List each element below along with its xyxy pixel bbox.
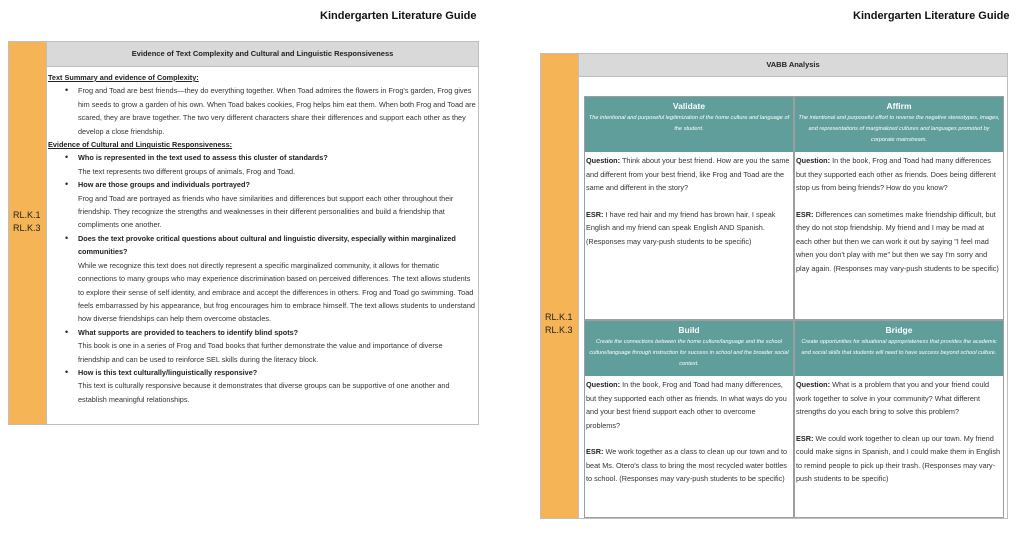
vabb-table-header: VABB Analysis (579, 54, 1007, 77)
cell-question (796, 378, 1001, 419)
answer-text: This book is one in a series of Frog and Toad books that further demonstrate the value and importance of diverse friendship and can be used to reinforce SEL skills during the literacy block. (78, 341, 443, 364)
cell-header (795, 97, 1003, 152)
summary-list (48, 84, 476, 138)
esr-text: We could work together to clean up our town. My friend could make signs in Spanish, and I could make them in English to remind people to pick up their trash. (Responses may vary-push students to be specific) (796, 433, 1001, 483)
esr-label: ESR: (796, 209, 814, 219)
question-text: What is a problem that you and your friend could work together to solve in your community? What different strengths do you each bring to solve this problem? (796, 380, 990, 416)
question-text: In the book, Frog and Toad had many differences but they supported each other as friends. Does being different stop us from being friends? How do you know? (796, 156, 996, 192)
cell-question (586, 154, 791, 195)
question-text: What supports are provided to teachers to identify blind spots? (78, 327, 299, 337)
cell-body (585, 376, 793, 486)
question-text: How are those groups and individuals portrayed? (78, 180, 250, 190)
page-title-right: Kindergarten Literature Guide (853, 10, 1010, 22)
cell-description: Create opportunities for situational appropriateness that provides the academic and social skills that students will need to have success beyond school culture. (801, 339, 997, 356)
cell-description: The intentional and purposeful legitimization of the home culture and language of the student. (588, 115, 790, 132)
cell-body (795, 376, 1003, 486)
cell-body (585, 152, 793, 248)
summary-heading: Text Summary and evidence of Complexity: (48, 73, 199, 82)
esr-text: I have red hair and my friend has brown hair. I speak English and my friend can speak English AND Spanish. (Responses may vary-push students to be specific) (586, 209, 776, 246)
question-text: Does the text provoke critical questions about cultural and linguistic diversity, especially within marginalized communities? (78, 233, 456, 257)
standards-label (13, 209, 41, 235)
evidence-table-header: Evidence of Text Complexity and Cultural and Linguistic Responsiveness (47, 42, 478, 67)
cell-esr (796, 432, 1001, 486)
question-text: Who is represented in the text used to assess this cluster of standards? (78, 153, 328, 163)
question-item (78, 151, 476, 178)
cell-title: Bridge (885, 325, 913, 335)
cell-question (586, 378, 791, 432)
standard-code: RL.K.1 (545, 312, 573, 322)
cell-title: Build (678, 325, 700, 335)
standards-column (541, 54, 579, 518)
vabb-table (540, 53, 1008, 519)
cell-header (585, 321, 793, 376)
standards-column (9, 42, 47, 424)
answer-text: While we recognize this text does not directly represent a specific marginalized community, it allows for thematic connections to many groups who may experience discrimination based on perceived differences. The text allows students to explore their sense of self identity, and embrace and accept the differences in others. Frog and Toad go swimming. Toad feels embarrassed by his appearance, but frog encourages him to embrace himself. The text allows students to understand how diverse friendships can help them overcome obstacles. (78, 260, 475, 324)
page-title-left: Kindergarten Literature Guide (320, 10, 477, 22)
esr-label: ESR: (586, 209, 604, 219)
cell-title: Validate (672, 101, 706, 111)
esr-text: Differences can sometimes make friendship difficult, but they do not stop friendship. My friend and I may be mad at each other but then we can work it out by saying "I feel mad when you don't play with me" but then we say I'm sorry and play again. (Responses may vary-push students to be specific) (796, 209, 999, 273)
vabb-cell-affirm (794, 96, 1004, 320)
question-label: Question: (586, 156, 621, 165)
question-item (78, 326, 476, 366)
answer-text: Frog and Toad are portrayed as friends who have similarities and differences but support each other throughout their friendship. They recognize the strengths and weaknesses in their different personalities and build a friendship that compliments one another. (78, 193, 454, 230)
question-item (78, 178, 476, 232)
standards-label (545, 311, 573, 337)
standard-code: RL.K.3 (545, 325, 573, 335)
esr-label: ESR: (796, 433, 814, 443)
standard-code: RL.K.1 (13, 210, 41, 220)
cell-body (795, 152, 1003, 275)
vabb-cell-bridge (794, 320, 1004, 518)
question-item (78, 232, 476, 326)
question-text: In the book, Frog and Toad had many differences, but they supported each other as friends. In what ways do you and your best friend support each other to overcome problems? (586, 380, 787, 430)
question-text: How is this text culturally/linguistically responsive? (78, 367, 258, 377)
cell-title: Affirm (886, 101, 912, 111)
vabb-cell-build (584, 320, 794, 518)
question-label: Question: (796, 156, 831, 165)
question-item (78, 366, 476, 406)
evidence-content (48, 71, 476, 406)
question-label: Question: (796, 380, 831, 389)
answer-text: This text is culturally responsive because it demonstrates that diverse groups can be supportive of one another and establish meaningful relationships. (78, 381, 450, 404)
responsiveness-heading: Evidence of Cultural and Linguistic Responsiveness: (48, 140, 233, 150)
evidence-table (8, 41, 479, 425)
cell-esr (796, 208, 1001, 276)
standard-code: RL.K.3 (13, 223, 41, 233)
cell-description: The intentional and purposeful effort to reverse the negative stereotypes, images, and representations of marginalized cultures and languages promoted by corporate mainstream. (798, 115, 1000, 143)
esr-text: We work together as a class to clean up our town and to beat Ms. Otero's class to bring the most recycled water bottles to school. (Responses may vary-push students to be specific) (586, 447, 788, 483)
vabb-cell-validate (584, 96, 794, 320)
question-text: Think about your best friend. How are you the same and different from your best friend, like Frog and Toad are the same and different in the story? (586, 156, 790, 192)
summary-item: • Frog and Toad are best friends—they do everything together. When Toad admires the flowers in Frog's garden, Frog gives him seeds to grow a garden of his own. When Toad bakes cookies, Frog helps him eat them. When both Frog and Toad are scared, they are brave together. The two very different characters share their differences and support each other as they develop a close friendship. (78, 84, 476, 138)
cell-header (585, 97, 793, 152)
question-label: Question: (586, 380, 621, 389)
cell-description: Create the connections between the home culture/language and the school culture/language through instruction for success in school and the broader social context. (589, 339, 789, 367)
cell-esr (586, 445, 791, 486)
question-list (48, 151, 476, 406)
cell-question (796, 154, 1001, 195)
answer-text: The text represents two different groups of animals, Frog and Toad. (78, 166, 296, 176)
cell-esr (586, 208, 791, 249)
cell-header (795, 321, 1003, 376)
esr-label: ESR: (586, 447, 604, 456)
